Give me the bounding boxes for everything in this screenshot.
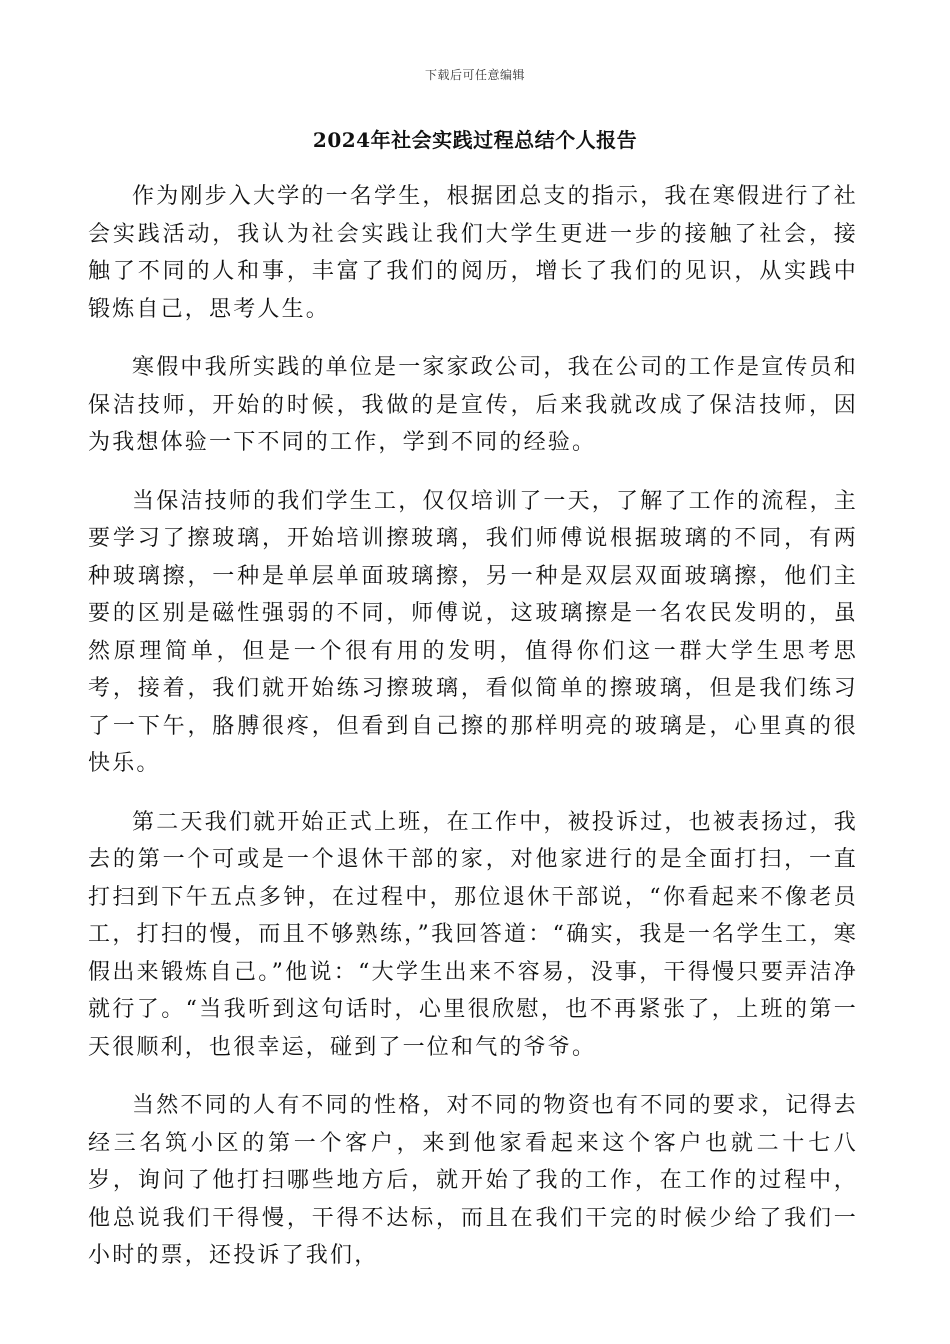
- document-body: [88, 178, 858, 1296]
- paragraph: 作为刚步入大学的一名学生，根据团总支的指示，我在寒假进行了社会实践活动，我认为社会实践让我们大学生更进一步的接触了社会，接触了不同的人和事，丰富了我们的阅历，增长了我们的见识，从实践中锻炼自己，思考人生。: [88, 184, 859, 322]
- paragraph: 第二天我们就开始正式上班，在工作中，被投诉过，也被表扬过，我去的第一个可或是一个退休干部的家，对他家进行的是全面打扫，一直打扫到下午五点多钟，在过程中，那位退休干部说，“你看起来不像老员工，打扫的慢，而且不够熟练，”我回答道：“确实，我是一名学生工，寒假出来锻炼自己。”他说：“大学生出来不容易，没事，干得慢只要弄洁净就行了。“当我听到这句话时，心里很欣慰，也不再紧张了，上班的第一天很顺利，也很幸运，碰到了一位和气的爷爷。: [88, 809, 859, 1060]
- document-title: 2024年社会实践过程总结个人报告: [312, 128, 638, 152]
- paragraph: 寒假中我所实践的单位是一家家政公司，我在公司的工作是宣传员和保洁技师，开始的时候，我做的是宣传，后来我就改成了保洁技师，因为我想体验一下不同的工作，学到不同的经验。: [88, 355, 859, 455]
- header-note: 下载后可任意编辑: [424, 68, 525, 82]
- paragraph: 当保洁技师的我们学生工，仅仅培训了一天，了解了工作的流程，主要学习了擦玻璃，开始培训擦玻璃，我们师傅说根据玻璃的不同，有两种玻璃擦，一种是单层单面玻璃擦，另一种是双层双面玻璃擦，他们主要的区别是磁性强弱的不同，师傅说，这玻璃擦是一名农民发明的，虽然原理简单，但是一个很有用的发明，值得你们这一群大学生思考思考，接着，我们就开始练习擦玻璃，看似简单的擦玻璃，但是我们练习了一下午，胳膊很疼，但看到自己擦的那样明亮的玻璃是，心里真的很快乐。: [88, 488, 859, 776]
- paragraph: 当然不同的人有不同的性格，对不同的物资也有不同的要求，记得去经三名筑小区的第一个客户，来到他家看起来这个客户也就二十七八岁，询问了他打扫哪些地方后，就开始了我的工作，在工作的过程中，他总说我们干得慢，干得不达标，而且在我们干完的时候少给了我们一小时的票，还投诉了我们，: [88, 1093, 859, 1268]
